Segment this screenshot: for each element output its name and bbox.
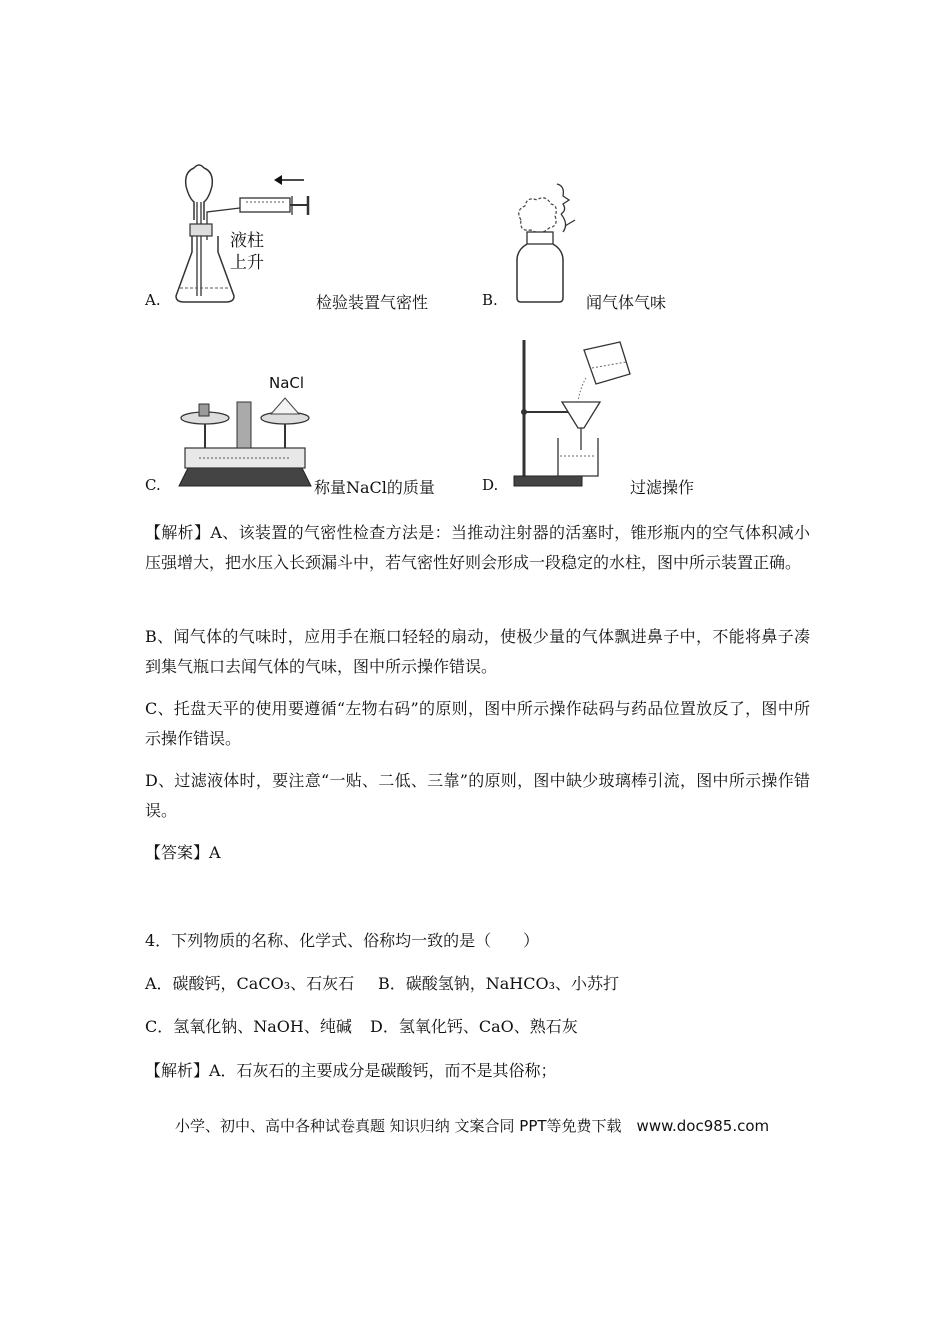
figure-d-apparatus [512, 338, 642, 490]
nacl-label: NaCl [269, 374, 305, 392]
figure-b-apparatus [505, 180, 585, 305]
option-b-caption: 闻气体气味 [586, 293, 667, 312]
question-4-analysis: 【解析】A．石灰石的主要成分是碳酸钙，而不是其俗称； [145, 1061, 557, 1080]
page-footer: 小学、初中、高中各种试卷真题 知识归纳 文案合同 PPT等免费下载 www.doc985.com [175, 1117, 770, 1135]
question-4-option-d: D．氢氧化钙、CaO、熟石灰 [370, 1017, 578, 1036]
option-d-label: D. [482, 476, 499, 494]
option-d-caption: 过滤操作 [630, 478, 695, 497]
option-a-label: A. [145, 291, 161, 309]
option-c-caption: 称量NaCl的质量 [314, 478, 435, 497]
analysis-paragraph-c: C、托盘天平的使用要遵循“左物右码”的原则，图中所示操作砝码与药品位置放反了，图中所示操作错误。 [145, 699, 810, 748]
question-4-option-a: A．碳酸钙，CaCO₃、石灰石 [145, 974, 355, 993]
question-4-option-c: C．氢氧化钠、NaOH、纯碱 [145, 1017, 352, 1036]
answer-line: 【答案】A [145, 843, 221, 862]
analysis-paragraph-d: D、过滤液体时，要注意“一贴、二低、三靠”的原则，图中缺少玻璃棒引流，图中所示操作错误。 [145, 771, 810, 820]
rise-label: 上升 [230, 253, 264, 273]
analysis-paragraph-a: 【解析】A、该装置的气密性检查方法是：当推动注射器的活塞时，锥形瓶内的空气体积减小压强增大，把水压入长颈漏斗中，若气密性好则会形成一段稳定的水柱，图中所示装置正确。 [145, 523, 810, 572]
figure-c-apparatus [175, 370, 315, 492]
figure-a-apparatus [170, 160, 320, 305]
question-4-option-b: B．碳酸氢钠，NaHCO₃、小苏打 [378, 974, 620, 993]
question-4-stem: 4．下列物质的名称、化学式、俗称均一致的是（ ） [145, 931, 540, 950]
option-b-label: B. [482, 291, 498, 309]
option-c-label: C. [145, 476, 161, 494]
analysis-paragraph-b: B、闻气体的气味时，应用手在瓶口轻轻的扇动，使极少量的气体飘进鼻子中，不能将鼻子凑到集气瓶口去闻气体的气味，图中所示操作错误。 [145, 627, 810, 676]
option-a-caption: 检验装置气密性 [316, 293, 429, 312]
liquid-column-label: 液柱 [230, 231, 264, 251]
